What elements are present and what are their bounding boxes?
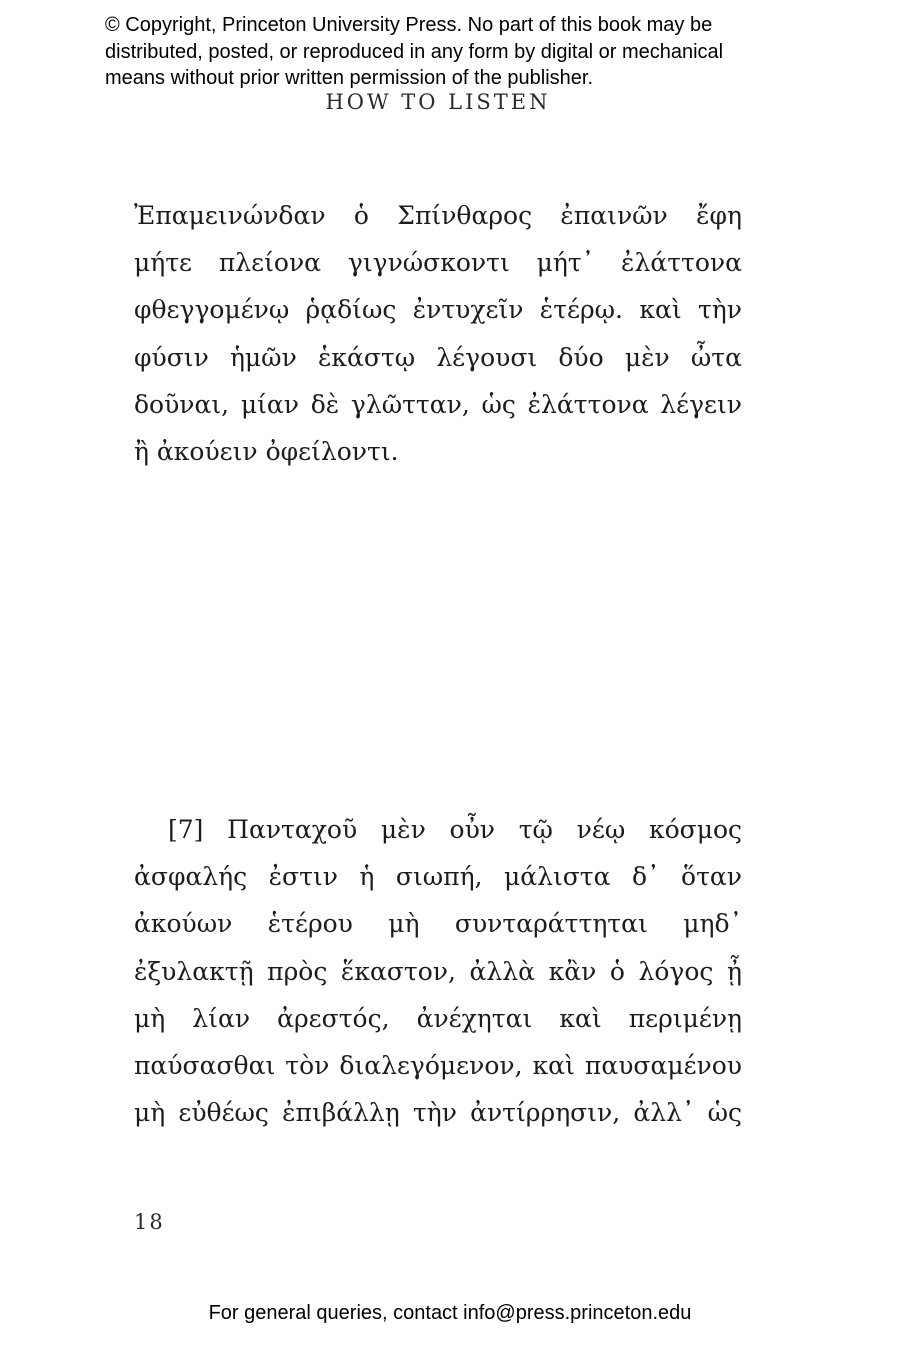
text-line: ἀκούων ἑτέρου μὴ συνταράττηται μηδ᾽	[134, 909, 742, 939]
text-line: μήτε πλείονα γιγνώσκοντι μήτ᾽ ἐλάττονα	[134, 248, 742, 278]
running-head: HOW TO LISTEN	[325, 90, 551, 114]
greek-passage-1	[134, 192, 742, 475]
text-line: μὴ λίαν ἀρεστός, ἀνέχηται καὶ περιμένῃ	[134, 1003, 742, 1033]
text-line: ἀσφαλής ἐστιν ἡ σιωπή, μάλιστα δ᾽ ὅταν	[134, 862, 742, 892]
text-line: ἐξυλακτῇ πρὸς ἕκαστον, ἀλλὰ κἂν ὁ λόγος ᾖ	[134, 956, 742, 986]
greek-passage-2	[134, 806, 742, 1136]
copyright-notice	[105, 12, 825, 92]
copyright-line: © Copyright, Princeton University Press. No part of this book may be	[105, 14, 713, 36]
text-line: [7] Πανταχοῦ μὲν οὖν τῷ νέῳ κόσμος	[168, 815, 742, 844]
page-number: 18	[134, 1210, 165, 1234]
text-line: ἢ ἀκούειν ὀφείλοντι.	[134, 437, 399, 467]
text-line: μὴ εὐθέως ἐπιβάλλῃ τὴν ἀντίρρησιν, ἀλλ᾽ ὡς	[134, 1098, 742, 1128]
copyright-line: distributed, posted, or reproduced in any form by digital or mechanical	[105, 40, 724, 63]
copyright-line: means without prior written permission of the publisher.	[105, 67, 594, 89]
text-line: φύσιν ἡμῶν ἑκάστῳ λέγουσι δύο μὲν ὦτα	[134, 342, 742, 372]
contact-footer: For general queries, contact info@press.princeton.edu	[208, 1302, 692, 1324]
text-line: δοῦναι, μίαν δὲ γλῶτταν, ὡς ἐλάττονα λέγειν	[134, 389, 742, 419]
text-line: φθεγγομένῳ ῥᾳδίως ἐντυχεῖν ἑτέρῳ. καὶ τὴν	[134, 295, 742, 325]
text-line: Ἐπαμεινώνδαν ὁ Σπίνθαρος ἐπαινῶν ἔφη	[134, 201, 742, 230]
text-line: παύσασθαι τὸν διαλεγόμενον, καὶ παυσαμένου	[134, 1051, 742, 1081]
